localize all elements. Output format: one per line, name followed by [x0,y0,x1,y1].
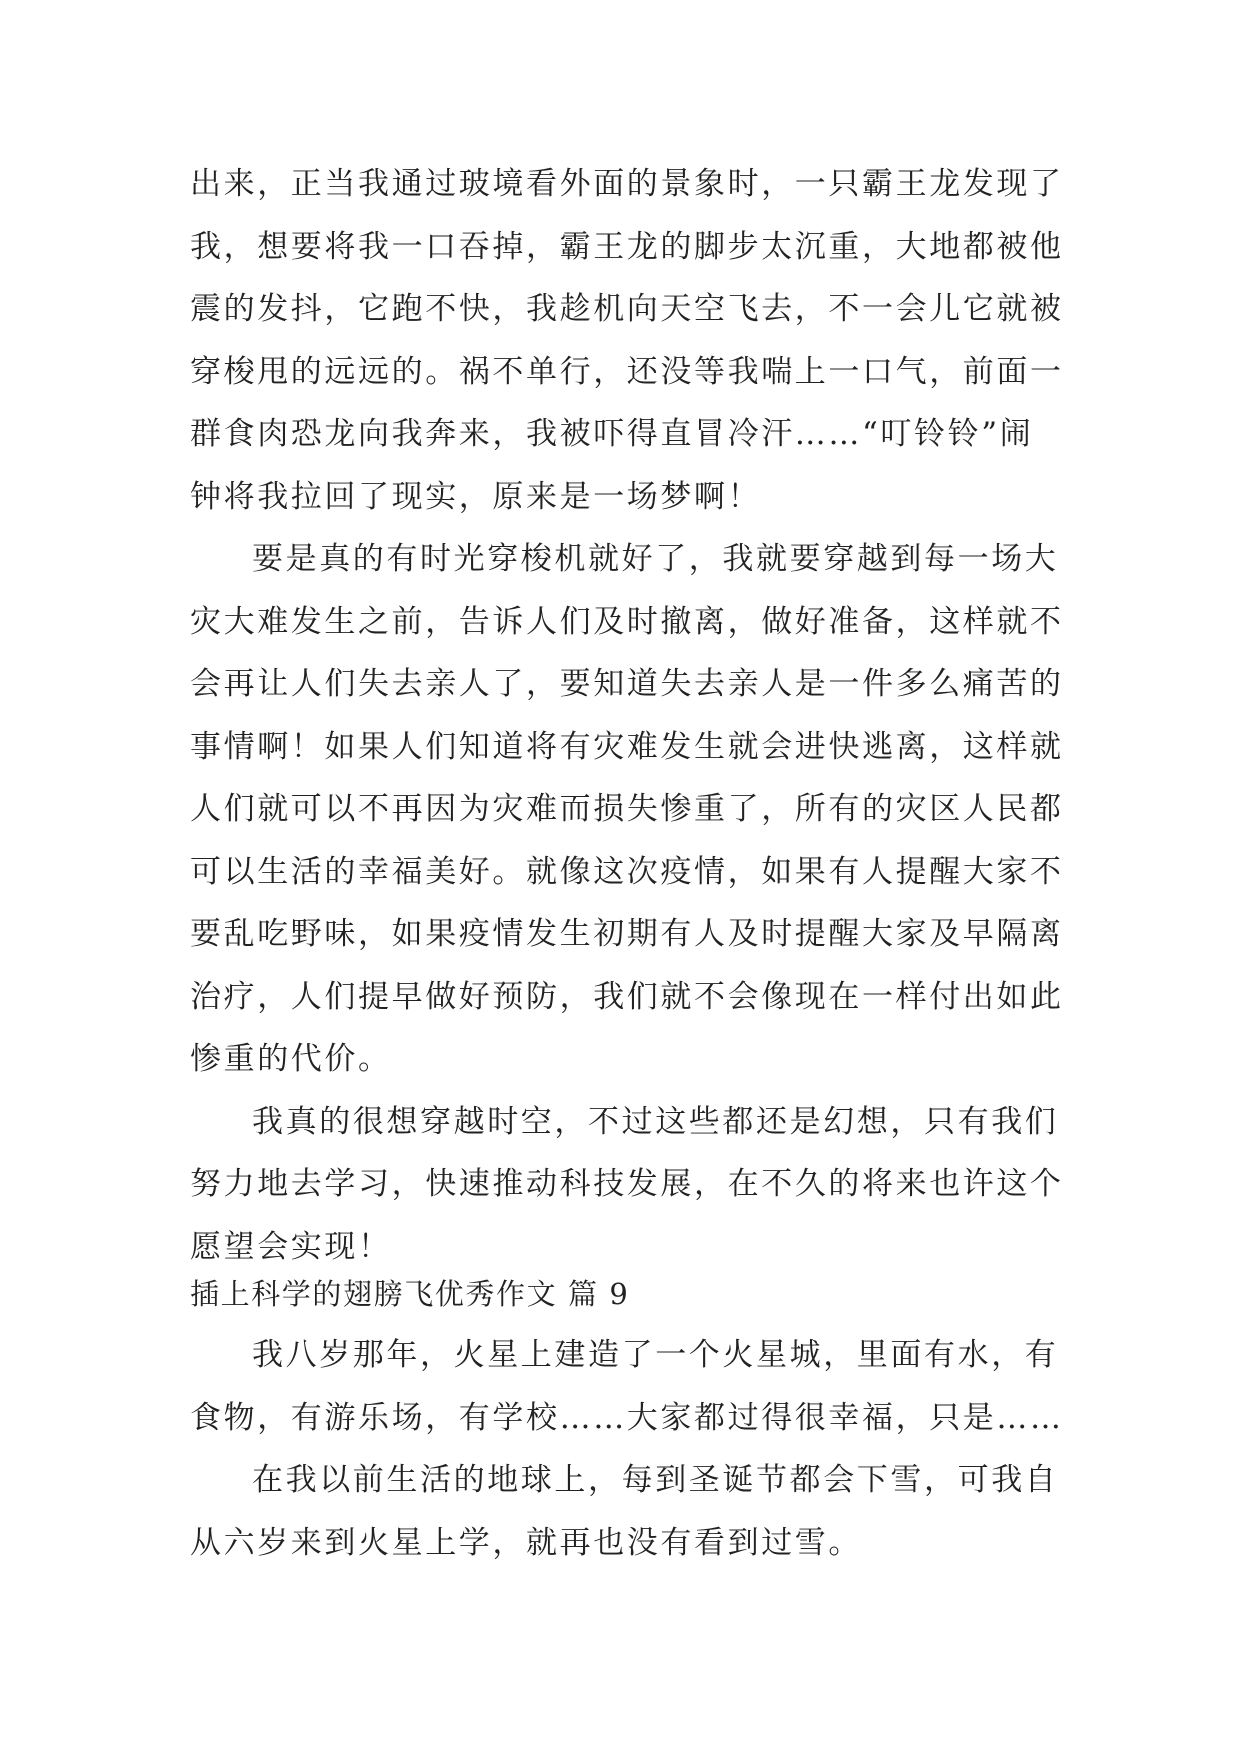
text-line: 群食肉恐龙向我奔来，我被吓得直冒冷汗……“叮铃铃”闹 [190,416,1034,452]
text-line: 事情啊！如果人们知道将有灾难发生就会进快逃离，这样就 [190,728,1064,765]
text-line: 从六岁来到火星上学，就再也没有看到过雪。 [190,1524,862,1561]
paragraph-time-machine [190,528,1064,1091]
essay-9 [190,1264,1064,1574]
text-line: 治疗，人们提早做好预防，我们就不会像现在一样付出如此 [190,978,1064,1015]
text-line: 可以生活的幸福美好。就像这次疫情，如果有人提醒大家不 [190,853,1064,890]
text-line: 我真的很想穿越时空，不过这些都还是幻想，只有我们 [252,1103,1059,1140]
text-line: 要乱吃野味，如果疫情发生初期有人及时提醒大家及早隔离 [190,916,1064,952]
text-line: 要是真的有时光穿梭机就好了，我就要穿越到每一场大 [252,541,1059,577]
text-line: 会再让人们失去亲人了，要知道失去亲人是一件多么痛苦的 [190,666,1064,702]
text-line: 人们就可以不再因为灾难而损失惨重了，所有的灾区人民都 [190,791,1064,827]
text-line: 愿望会实现！ [190,1228,392,1265]
text-line: 穿梭甩的远远的。祸不单行，还没等我喘上一口气，前面一 [190,353,1064,390]
text-line: 在我以前生活的地球上，每到圣诞节都会下雪，可我自 [252,1462,1059,1498]
text-line: 食物，有游乐场，有学校……大家都过得很幸福，只是…… [190,1399,1064,1436]
section-heading: 插上科学的翅膀飞优秀作文 篇 9 [190,1277,630,1311]
text-line: 惨重的代价。 [190,1041,392,1077]
paragraph-conclusion [190,1091,1064,1279]
paragraph-dream [190,153,1064,528]
text-line: 我八岁那年，火星上建造了一个火星城，里面有水，有 [252,1337,1059,1373]
text-line: 钟将我拉回了现实，原来是一场梦啊！ [190,478,762,515]
text-line: 出来，正当我通过玻境看外面的景象时，一只霸王龙发现了 [190,166,1064,202]
text-line: 努力地去学习，快速推动科技发展，在不久的将来也许这个 [190,1166,1064,1202]
text-line: 我，想要将我一口吞掉，霸王龙的脚步太沉重，大地都被他 [190,228,1064,265]
text-line: 震的发抖，它跑不快，我趁机向天空飞去，不一会儿它就被 [190,291,1064,327]
paragraph-snow [190,1449,1059,1574]
paragraph-mars-city [190,1324,1064,1449]
essay-body-continued [190,153,1064,1278]
text-line: 灾大难发生之前，告诉人们及时撤离，做好准备，这样就不 [190,603,1064,640]
